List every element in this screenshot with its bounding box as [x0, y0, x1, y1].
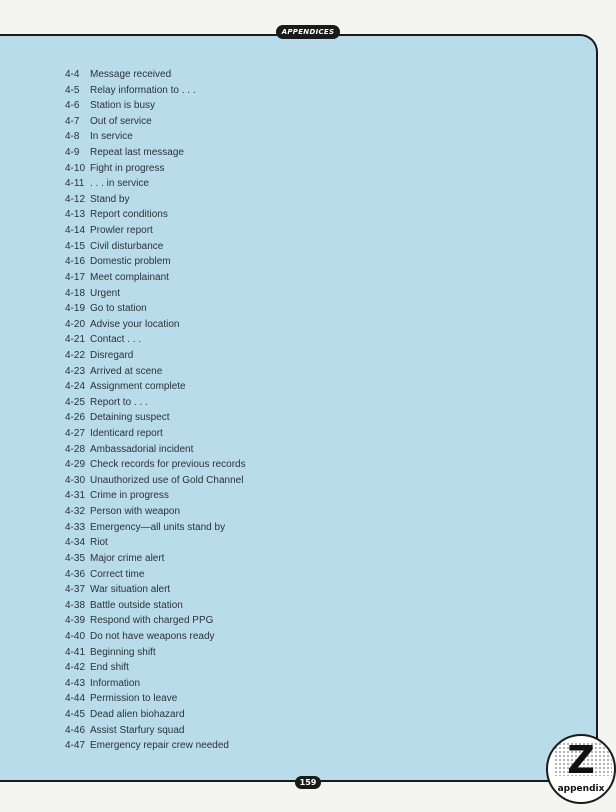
code-number: 4-35 [65, 552, 86, 564]
code-row [65, 286, 246, 302]
code-meaning: Report to . . . [90, 396, 148, 408]
code-meaning: Major crime alert [90, 552, 165, 564]
code-meaning: Stand by [90, 193, 130, 205]
code-meaning: Arrived at scene [90, 365, 163, 377]
code-meaning: Meet complainant [90, 271, 169, 283]
code-row [65, 67, 246, 83]
code-meaning: Fight in progress [90, 162, 165, 174]
code-number: 4-42 [65, 662, 86, 674]
code-row [65, 582, 246, 598]
code-row [65, 301, 246, 317]
code-meaning: Prowler report [90, 225, 153, 237]
code-row [65, 161, 246, 177]
code-meaning: Do not have weapons ready [90, 630, 215, 642]
code-meaning: Crime in progress [90, 490, 169, 502]
code-meaning: Identicard report [90, 428, 163, 440]
code-meaning: End shift [90, 662, 129, 674]
section-title: APPENDICES [281, 27, 335, 36]
code-row [65, 332, 246, 348]
code-number: 4-38 [65, 599, 86, 611]
code-number: 4-5 [65, 84, 80, 96]
code-number: 4-36 [65, 568, 86, 580]
code-number: 4-11 [65, 178, 85, 190]
code-meaning: War situation alert [90, 584, 171, 596]
code-meaning: Dead alien biohazard [90, 708, 185, 720]
code-number: 4-27 [65, 428, 86, 440]
page-number: 159 [299, 777, 317, 787]
code-number: 4-16 [65, 256, 86, 268]
code-meaning: Ambassadorial incident [90, 443, 194, 455]
code-row [65, 629, 246, 645]
footer-tab [295, 776, 321, 789]
code-row [65, 410, 246, 426]
code-number: 4-31 [65, 490, 86, 502]
code-meaning: Battle outside station [90, 599, 183, 611]
badge-letter: Z [567, 738, 595, 782]
code-meaning: Go to station [90, 303, 147, 315]
code-number: 4-4 [65, 69, 80, 80]
code-meaning: Assist Starfury squad [90, 724, 185, 736]
code-row [65, 192, 246, 208]
code-number: 4-37 [65, 584, 86, 596]
code-number: 4-9 [65, 147, 80, 159]
code-number: 4-40 [65, 630, 86, 642]
code-number: 4-26 [65, 412, 86, 424]
code-meaning: Report conditions [90, 209, 168, 221]
code-row [65, 457, 246, 473]
code-meaning: Assignment complete [90, 381, 186, 393]
code-number: 4-44 [65, 693, 86, 705]
code-row [65, 598, 246, 614]
code-row [65, 348, 246, 364]
code-meaning: Civil disturbance [90, 240, 164, 252]
code-meaning: Respond with charged PPG [90, 615, 214, 627]
code-meaning: Check records for previous records [90, 459, 246, 471]
code-meaning: Out of service [90, 115, 152, 127]
code-number: 4-43 [65, 677, 86, 689]
code-meaning: In service [90, 131, 133, 143]
code-number: 4-15 [65, 240, 86, 252]
code-row [65, 379, 246, 395]
code-list [65, 67, 246, 754]
code-row [65, 707, 246, 723]
code-number: 4-46 [65, 724, 86, 736]
code-number: 4-41 [65, 646, 86, 658]
code-row [65, 723, 246, 739]
header-tab [276, 25, 340, 39]
code-number: 4-12 [65, 193, 86, 205]
code-row [65, 442, 246, 458]
code-row [65, 504, 246, 520]
code-row [65, 645, 246, 661]
code-number: 4-23 [65, 365, 86, 377]
code-number: 4-20 [65, 318, 86, 330]
code-number: 4-47 [65, 740, 86, 752]
code-number: 4-6 [65, 100, 80, 112]
code-meaning: Station is busy [90, 100, 156, 112]
code-meaning: Repeat last message [90, 147, 184, 159]
code-number: 4-8 [65, 131, 80, 143]
code-meaning: Riot [90, 537, 108, 549]
code-number: 4-39 [65, 615, 86, 627]
code-meaning: Emergency repair crew needed [90, 740, 229, 752]
code-number: 4-10 [65, 162, 86, 174]
code-row [65, 83, 246, 99]
code-meaning: Contact . . . [90, 334, 142, 346]
code-row [65, 364, 246, 380]
code-meaning: Advise your location [90, 318, 180, 330]
appendix-z-badge [546, 734, 616, 804]
code-meaning: Domestic problem [90, 256, 171, 268]
code-row [65, 488, 246, 504]
code-row [65, 114, 246, 130]
code-number: 4-17 [65, 271, 86, 283]
code-row [65, 254, 246, 270]
code-meaning: Detaining suspect [90, 412, 170, 424]
code-row [65, 426, 246, 442]
code-number: 4-29 [65, 459, 86, 471]
code-number: 4-33 [65, 521, 86, 533]
code-meaning: Urgent [90, 287, 121, 299]
code-row [65, 567, 246, 583]
code-row [65, 738, 246, 754]
code-row [65, 129, 246, 145]
code-row [65, 317, 246, 333]
code-meaning: Person with weapon [90, 506, 181, 518]
code-number: 4-21 [65, 334, 86, 346]
code-meaning: Message received [90, 69, 172, 80]
code-number: 4-18 [65, 287, 86, 299]
code-row [65, 676, 246, 692]
code-row [65, 98, 246, 114]
code-meaning: Correct time [90, 568, 145, 580]
code-number: 4-24 [65, 381, 86, 393]
code-meaning: Unauthorized use of Gold Channel [90, 474, 244, 486]
code-meaning: Beginning shift [90, 646, 156, 658]
code-row [65, 145, 246, 161]
code-number: 4-25 [65, 396, 86, 408]
code-row [65, 535, 246, 551]
code-number: 4-32 [65, 506, 86, 518]
badge-label: appendix [557, 784, 605, 794]
code-meaning: Relay information to . . . [90, 84, 196, 96]
code-meaning: Permission to leave [90, 693, 178, 705]
code-row [65, 691, 246, 707]
code-row [65, 239, 246, 255]
code-number: 4-7 [65, 115, 80, 127]
code-row [65, 473, 246, 489]
code-number: 4-30 [65, 474, 86, 486]
code-number: 4-28 [65, 443, 86, 455]
code-row [65, 223, 246, 239]
code-number: 4-45 [65, 708, 86, 720]
code-number: 4-19 [65, 303, 86, 315]
code-meaning: Emergency—all units stand by [90, 521, 226, 533]
code-meaning: . . . in service [90, 178, 149, 190]
code-row [65, 660, 246, 676]
code-row [65, 176, 246, 192]
code-number: 4-14 [65, 225, 86, 237]
code-row [65, 270, 246, 286]
code-row [65, 613, 246, 629]
code-number: 4-34 [65, 537, 86, 549]
code-meaning: Information [90, 677, 141, 689]
code-number: 4-22 [65, 349, 86, 361]
code-row [65, 395, 246, 411]
code-row [65, 520, 246, 536]
code-number: 4-13 [65, 209, 86, 221]
code-row [65, 551, 246, 567]
code-row [65, 207, 246, 223]
code-meaning: Disregard [90, 349, 134, 361]
